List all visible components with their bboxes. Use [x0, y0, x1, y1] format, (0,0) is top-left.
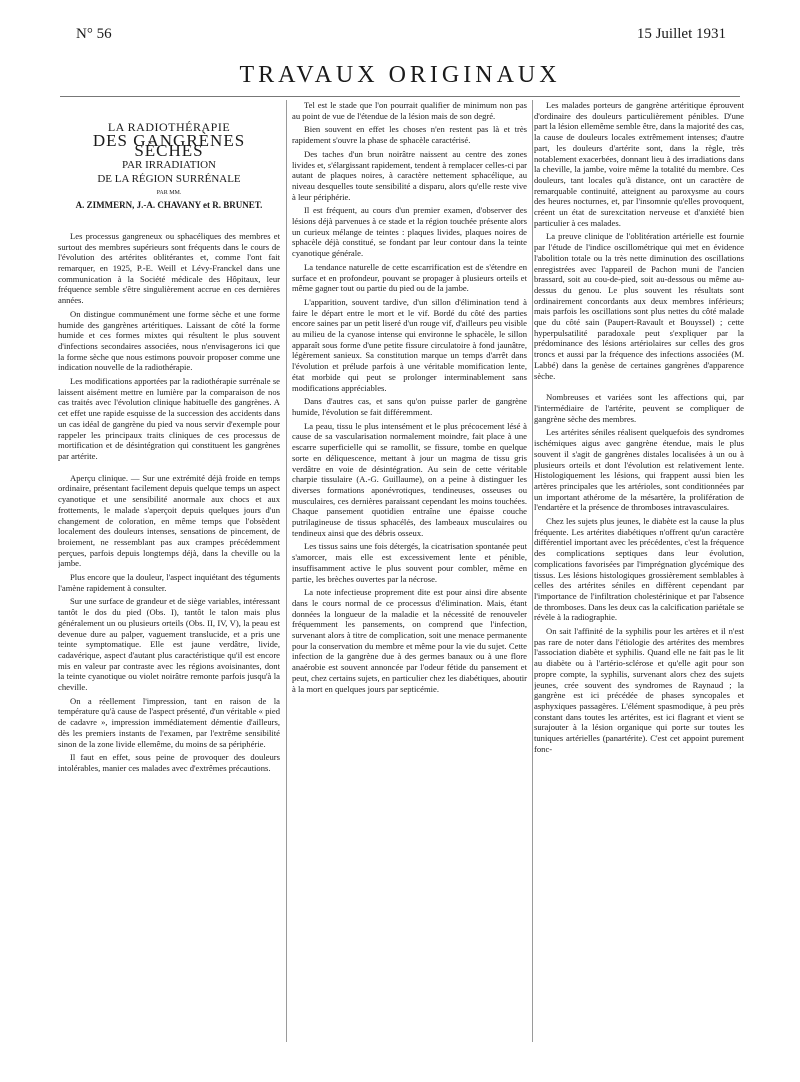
- paragraph: Tel est le stade que l'on pourrait qualifier de minimum non pas au point de vue de l'étendue de la lésion mais de son degré.: [292, 100, 527, 121]
- paragraph: La note infectieuse proprement dite est pour ainsi dire absente dans le cours normal de ce processus d'élimination. Mais, étant données la longueur de la maladie et la nécessité de renouveler fréquemment les pansements, on comprend que l'infection, survenant alors à titre de complication, soit une menace permanente pour la conservation du membre et même pour la vie du sujet. Cette infection de la gangrène due à des germes banaux ou à une flore anaérobie est souvent annoncée par l'odeur fétide du pansement et peut, chez certains sujets, en particulier chez les diabétiques, aboutir à la mort en quelques jours par septicémie.: [292, 587, 527, 694]
- column-2: [286, 100, 533, 1042]
- paragraph: La peau, tissu le plus intensément et le plus précocement lésé à cause de sa vascularisation normalement moindre, fait place à une escarre superficielle qui se ramollit, se fissure, tombe en quelque sorte en déliquescence, mettant à jour un magma de tissu gris verdâtre en voie de désintégration. Au sein de cette véritable charpie tissulaire (A.-G. Guillaume), on a peine à distinguer les diverses formations aponévrotiques, tendineuses, osseuses ou musculaires, ces dernières paraissant cependant les moins touchées. Chaque pansement quotidien entraîne une épaisse couche putrilagineuse de tissus sphacélés, des lambeaux musculaires ou tendineux ainsi que des débris osseux.: [292, 420, 527, 538]
- article-title-line1: LA RADIOTHÉRAPIE: [107, 120, 231, 134]
- article-title-line2: DES GANGRÈNES SÈCHES: [92, 130, 246, 161]
- paragraph: On distingue communément une forme sèche et une forme humide des gangrènes artéritiques. Laissant de côté la forme humide et ces formes mixtes qui résultent le plus souvent d'infections secondaires associées, nous n'envisagerons ici que la forme sèche que nous estimons pouvoir proposer comme une indication nouvelle de la radiothérapie.: [58, 308, 280, 373]
- paragraph: Sur une surface de grandeur et de siège variables, intéressant tantôt le dos du pied (Obs. I), tantôt le talon mais plus généralement un ou plusieurs orteils (Obs. II, IV, V), la peau est devenue dure au palper, vaguement translucide, et a pris une teinte symptomatique. Elle est jaune verdâtre, livide, cadavérique, aspect d'autant plus caractéristique qu'il est encore mis en valeur par contraste avec les régions avoisinantes, dont la teinte cyanotique ou violet noirâtre remonte parfois jusqu'à la cheville.: [58, 596, 280, 693]
- paragraph: L'apparition, souvent tardive, d'un sillon d'élimination tend à faire le départ entre le mort et le vif. Bordé du côté des parties encore saines par un petit liseré d'un rouge vif, d'ailleurs peu visible au milieu de la cyanose intense qui environne le sphacèle, le sillon apparaît sous forme d'une petite fissure circulatoire à fond jaunâtre, légèrement sanieux. Sa constitution marque un temps d'arrêt dans l'évolution et prélude parfois à une véritable momification lente, état morbide qui peut se prolonger interminablement sans modifications appréciables.: [292, 296, 527, 393]
- header-rule: [60, 96, 740, 97]
- paragraph: Dans d'autres cas, et sans qu'on puisse parler de gangrène humide, l'évolution se fait différemment.: [292, 396, 527, 417]
- paragraph: On a réellement l'impression, tant en raison de la température qu'à cause de l'aspect présenté, d'un véritable « pied de cadavre », impression immédiatement démentie d'ailleurs, dès les premiers instants de l'examen, par l'extrême sensibilité sinon de la zone livide ellemême, du moins de sa périphérie.: [58, 695, 280, 749]
- section-title: TRAVAUX ORIGINAUX: [239, 62, 561, 88]
- column-3: [534, 100, 744, 1042]
- article-title-line4: DE LA RÉGION SURRÉNALE: [97, 172, 241, 185]
- issue-date: 15 Juillet 1931: [636, 26, 726, 42]
- paragraph: Les tissus sains une fois détergés, la cicatrisation spontanée peut s'amorcer, mais elle est excessivement lente et pénible, insuffisamment active le plus souvent pour combler, même en partie, les brèches ouvertes par la nécrose.: [292, 541, 527, 584]
- issue-number: N° 56: [76, 26, 112, 42]
- paragraph: Plus encore que la douleur, l'aspect inquiétant des téguments l'amène rapidement à consulter.: [58, 572, 280, 593]
- paragraph: La tendance naturelle de cette escarrification est de s'étendre en surface et en profondeur, pouvant se propager à plusieurs orteils et même gagner tout ou partie du pied ou de la jambe.: [292, 261, 527, 294]
- paragraph: Aperçu clinique. — Sur une extrémité déjà froide en temps ordinaire, présentant facilement depuis quelque temps un aspect cyanotique et une sensibilité anormale aux chocs et aux frottements, le malade s'aperçoit depuis quelques jours d'un changement de coloration, en même temps que l'obsèdent localement des douleurs intenses, sensations de pincement, de broiement, ne ressemblant pas aux crampes précédemment perçues, parfois depuis longtemps déjà, dans la cheville ou la jambe.: [58, 472, 280, 569]
- paragraph: Nombreuses et variées sont les affections qui, par l'intermédiaire de l'artérite, peuvent se compliquer de gangrène sèche des membres.: [534, 392, 744, 424]
- article-title-line3: PAR IRRADIATION: [121, 159, 217, 172]
- paragraph: Il faut en effet, sous peine de provoquer des douleurs intolérables, manier ces malades avec d'extrêmes précautions.: [58, 752, 280, 773]
- paragraph: La preuve clinique de l'oblitération artérielle est fournie par l'étude de l'indice oscillométrique qui met en évidence l'abolition totale ou la très nette diminution des oscillations enregistrées avec l'appareil de Pachon muni de l'ancien brassard, soit au cou-de-pied, soit au-dessous ou même au-dessus du genou. Le plus souvent les résultats sont ordinairement concordants aux deux membres inférieurs; mais parfois les oscillations sont plus nettes du côté malade que du côté sain (Paupert-Ravault et Bouyssel) ; cette hyperpulsatilité paradoxale peut s'expliquer par la prédominance des lésions artériolaires sur celles des gros troncs et aussi par la fréquence des infections associées (M. Labbé) dans la genèse de certaines gangrènes d'apparence sèche.: [534, 231, 744, 381]
- paragraph: Bien souvent en effet les choses n'en restent pas là et très rapidement s'ouvre la phase de sphacèle caractérisé.: [292, 124, 527, 146]
- paragraph: Les malades porteurs de gangrène artéritique éprouvent d'ordinaire des douleurs particulièrement pénibles. D'une part la lésion ellemême semble être, dans la majorité des cas, la cause de douleurs locales extrêmement intenses; d'autre part, les douleurs d'artérite sont, dans la règle, très notablement exacerbées, donnant lieu à des irradiations dans la cheville, la jambe, voire même la totalité du membre. Ces douleurs, tant locales qu'à distance, ont un caractère de remarquable continuité, atteignent au paroxysme au cours des heures nocturnes, et, par l'insomnie qu'elles provoquent, créent un état de surexcitation nerveuse et d'anxiété bien particulier à ces malades.: [534, 100, 744, 228]
- paragraph: On sait l'affinité de la syphilis pour les artères et il n'est pas rare de noter dans l'étiologie des artérites des membres l'association diabète et syphilis. Quand elle ne fait pas le lit au diabète ou à l'artério-sclérose et qu'elle agit pour son propre compte, la syphilis, survenant alors chez des sujets jeunes, crée souvent des syndromes de Raynaud ; la gangrène est ici précédée de phases syncopales et asphyxiques passagères. L'élément spasmodique, à peu près constant dans toutes les artérites, est ici flagrant et vient se surajouter à la lésion organique qui porte sur toutes les tuniques artérielles (panartérite). C'est cet appoint purement fonc-: [534, 626, 744, 754]
- paragraph: Il est fréquent, au cours d'un premier examen, d'observer des lésions déjà parvenues à ce stade et la région touchée présente alors un curieux mélange de teintes : plaques livides, plaques noires de sphacèle déjà constitué, se fondant par leur contour dans la teinte cyanotique générale.: [292, 205, 527, 259]
- byline-label: PAR MM.: [156, 189, 182, 196]
- paragraph: Des taches d'un brun noirâtre naissent au centre des zones livides et, s'élargissant rapidement, tendent à remplacer celles-ci par autant de plaques noires, à caractère nettement sphacélique, au niveau desquelles toute sensibilité a disparu, alors qu'elle reste vive à leur périphérie.: [292, 148, 527, 202]
- column-1: [58, 100, 280, 1042]
- paragraph: Chez les sujets plus jeunes, le diabète est la cause la plus fréquente. Les artérites diabétiques n'offrent qu'un caractère différentiel important avec les précédentes, c'est la fréquence des complications septiques dans leur évolution, complications favorisées par l'imprégnation glycémique des tissus. Les lésions histologiques grossièrement semblables à celles des artérites séniles en diffèrent cependant par l'importance de l'infiltration cholestérinique et par l'absence de thromboses. Dans les deux cas la calcification pariétale se révèle à la radiographie.: [534, 516, 744, 623]
- paragraph: Les artérites séniles réalisent quelquefois des syndromes ischémiques aigus avec gangrène étendue, mais le plus souvent il s'agit de gangrènes distales localisées à un ou à plusieurs orteils et dont l'évolution est relativement lente. Histologiquement les lésions, qui frappent aussi bien les artères principales que les artérioles, sont conditionnées par un important athérome de la mésartère, la prolifération de l'endartère et la présence de thromboses intravasculaires.: [534, 427, 744, 513]
- authors: A. ZIMMERN, J.-A. CHAVANY et R. BRUNET.: [75, 200, 263, 211]
- paragraph: Les processus gangreneux ou sphacéliques des membres et surtout des membres supérieurs sont fréquents dans le cours de l'évolution des artérites oblitérantes et, comme l'ont fait remarquer, en 1925, P.-E. Weill et Lévy-Franckel dans une communication à la Société médicale des Hôpitaux, leur fréquence semble s'être singulièrement accrue en ces dernières années.: [58, 230, 280, 306]
- paragraph: Les modifications apportées par la radiothérapie surrénale se laissent aisément mettre en lumière par la comparaison de nos cas traités avec l'évolution clinique habituelle des gangrènes. A cet effet une rapide esquisse de la succession des accidents dans un cas idéal de gangrène du pied va nous servir d'exemple pour rappeler les principaux traits cliniques de ces processus de mortification et de désintégration qui constituent les gangrènes par artérite.: [58, 376, 280, 461]
